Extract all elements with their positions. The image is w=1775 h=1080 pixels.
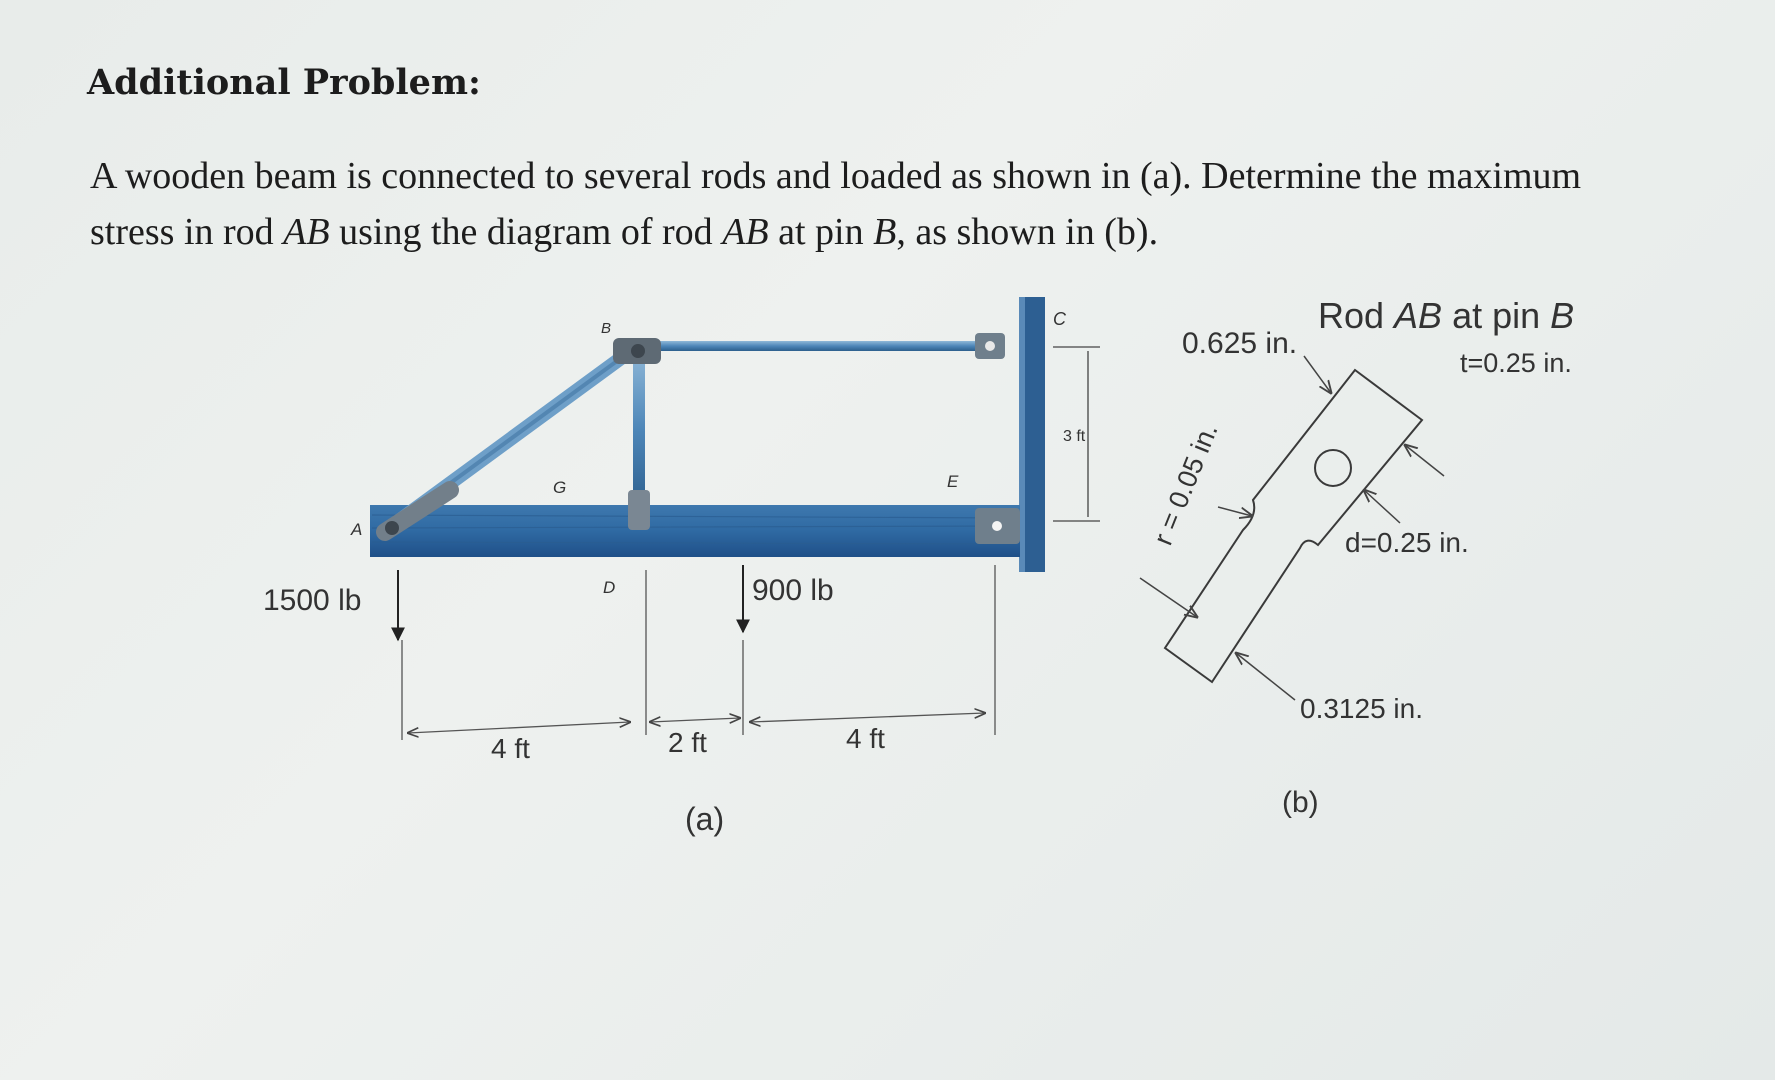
problem-line-2: stress in rod AB using the diagram of rod AB at pin B, as shown in (b). <box>90 211 1159 253</box>
extension-lines <box>402 565 995 740</box>
dim-label-1: 4 ft <box>491 733 530 764</box>
rod-bd <box>633 350 645 510</box>
neck-leader-left <box>1140 578 1197 617</box>
label-e: E <box>947 472 959 491</box>
dim-line-3 <box>750 713 985 722</box>
label-d: D <box>603 578 616 597</box>
pin-hole <box>1315 450 1351 486</box>
neck-width-label: 0.3125 in. <box>1300 693 1423 724</box>
dim-vertical-label: 3 ft <box>1063 428 1086 445</box>
figure-b <box>1140 295 1574 819</box>
dim-line-2 <box>650 718 740 722</box>
rod-bc <box>640 341 985 351</box>
load-left-label: 1500 lb <box>263 584 362 617</box>
load-mid-label: 900 lb <box>752 574 834 607</box>
rod-outline <box>1165 370 1422 682</box>
dim-line-1 <box>408 722 630 733</box>
label-c: C <box>1053 309 1066 329</box>
neck-leader-right <box>1236 653 1295 700</box>
fig-b-title: Rod AB at pin B <box>1318 295 1575 336</box>
problem-line-1: A wooden beam is connected to several rods and loaded as shown in (a). Determine the maximum <box>90 155 1582 197</box>
width-label: 0.625 in. <box>1182 327 1298 360</box>
label-a: A <box>351 520 363 539</box>
figure-a <box>263 297 1100 837</box>
dim-label-3: 4 ft <box>846 723 885 754</box>
dim-label-2: 2 ft <box>668 727 707 758</box>
hole-diameter-label: d=0.25 in. <box>1345 527 1469 558</box>
radius-leader <box>1218 507 1252 516</box>
caption-b: (b) <box>1282 786 1319 819</box>
thickness-leader <box>1405 445 1444 476</box>
width-leader <box>1304 356 1331 393</box>
thickness-label: t=0.25 in. <box>1460 348 1572 378</box>
wooden-beam <box>370 505 1020 557</box>
caption-a: (a) <box>685 801 725 837</box>
hole-leader <box>1364 490 1400 523</box>
label-g: G <box>553 478 567 497</box>
label-b: B <box>601 320 612 337</box>
heading: Additional Problem: <box>87 62 481 103</box>
wall-c <box>1025 297 1045 572</box>
radius-label: r = 0.05 in. <box>1147 419 1224 550</box>
